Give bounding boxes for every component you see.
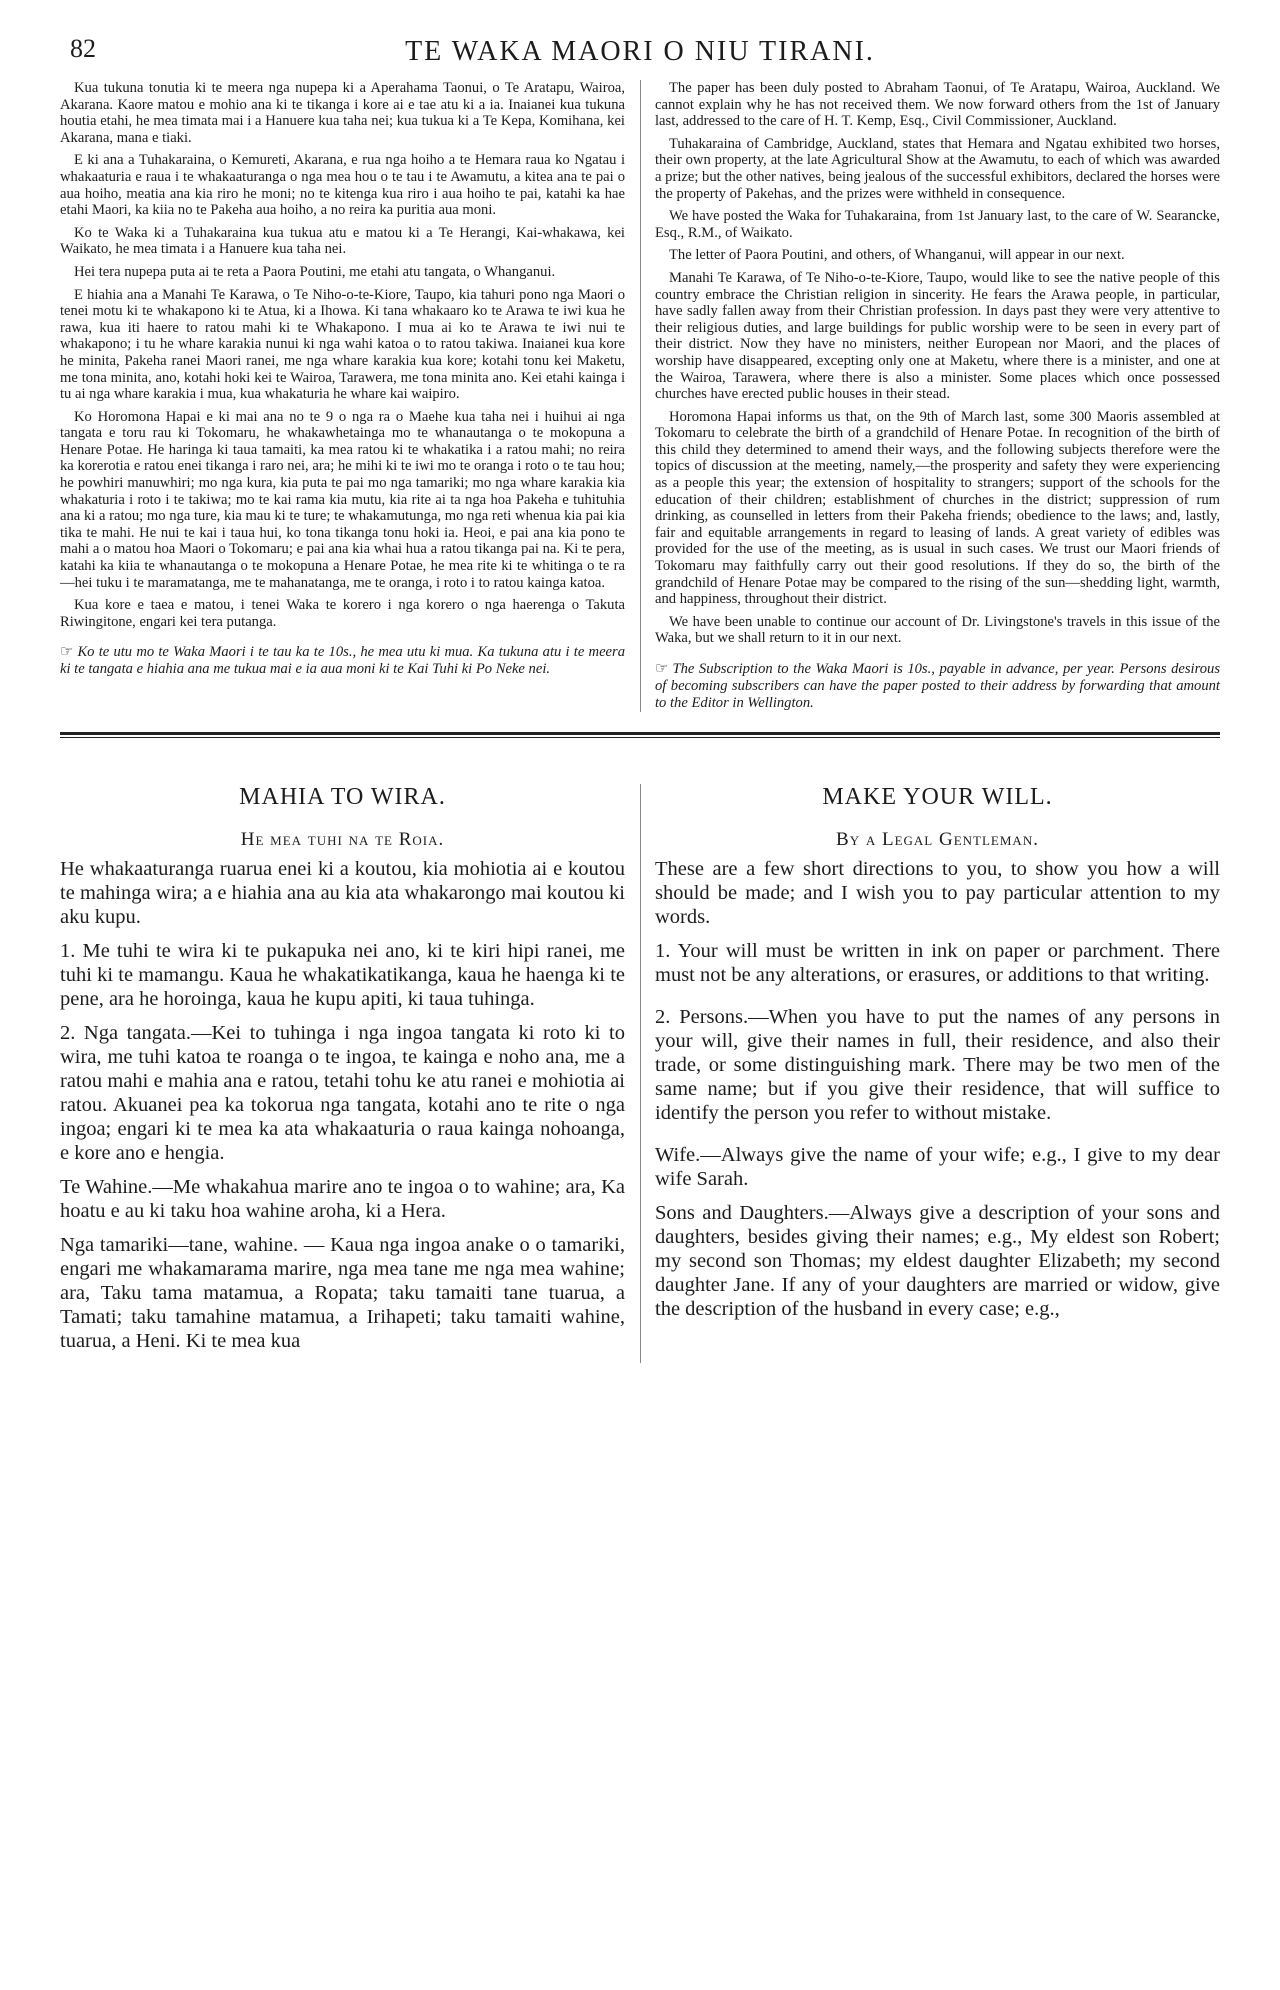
- mahia-tamariki: Nga tamariki—tane, wahine. — Kaua nga ingoa anake o o tamariki, engari me whakamarama marire, nga mea tane me nga mea wahine; ara, Taku tama matamua, a Ropata; taku tamaiti tane tuarua, a Tamati; taku tamahine matamua, a Irihapeti; taku tamaiti wahine, tuarua, a Heni. Ki te mea kua: [60, 1234, 625, 1352]
- pointing-hand-icon: ☞: [655, 661, 669, 677]
- newspaper-page: [60, 22, 1220, 1363]
- page-number: 82: [70, 34, 96, 63]
- maori-paragraph: E ki ana a Tuhakaraina, o Kemureti, Akarana, e rua nga hoiho a te Hemara raua ko Ngatau i whakaaturia e raua i te whakaaturanga o nga mea hou o te tau i te Awamutu, a kitea ana te pai o aua hoiho, meatia ana kia riro he moni; no te kitenga kua riro i aua hoiho te pai, katahi ka hae etahi Maori, ka kiia no te Pakeha aua hoiho, a no reira ka puritia aua moni.: [60, 152, 625, 219]
- english-paragraph: We have been unable to continue our account of Dr. Livingstone's travels in this issue of the Waka, but we shall return to it in our next.: [655, 613, 1220, 647]
- maori-paragraph: Kua tukuna tonutia ki te meera nga nupepa ki a Aperahama Taonui, o Te Aratapu, Wairoa, Akarana. Kaore matou e mohio ana ki te tikanga i kore ai e tae atu ki a ia. Inaianei kua tukuna houtia etahi, he mea timata mai i a Hanuere kua taha nei; kua tukua ki a Te Kepa, Komihana, kei Akarana, mana e tiaki.: [60, 80, 625, 146]
- articles-section: [60, 784, 1220, 1363]
- section-divider: [60, 732, 1220, 738]
- maori-subscription-notice: [60, 644, 625, 678]
- mahia-subtitle: He mea tuhi na te Roia.: [240, 829, 445, 850]
- maori-paragraph: Ko Horomona Hapai e ki mai ana no te 9 o nga ra o Maehe kua taha nei i huihui ai nga tangata e toru rau ki Tokomaru, he whakawhetainga mo te whanautanga o te mokopuna a Henare Potae. He haringa ki taua tamaiti, ka mea ratou ki te whakatika i a ratou mahi; no reira ka korerotia e ratou enei tikanga i raro nei, ara; he mihi ki te iwi mo te oranga i roto o te tau hou; he powhiri manuwhiri; mo nga kura, kia puta te pai mo nga tamariki; mo nga whare karakia kia whakaturia i roto i te takiwa; mo te kai rama kia mutu, kia rite ai ta nga hoa Pakeha e tuhituhia ana ki a ratou; mo nga ture, kia mau ki te ture; te whakamutunga, mo nga reti whenua kia pai kia tika te mahi. He nui te kai i taua hui, ko tona tikanga tonu hoki ia. Heoi, e pai ana kia pono te mahi a o matou hoa Maori o Tokomaru; e pai ana kia whai hua a ratou tikanga pai na. Ki te pera, katahi ka kiia te whanautanga o te mokopuna a Henare Potae, he mea rite ki te whitinga o te ra—hei tuku i te maramatanga, me te mahanatanga, me te oranga, i roto i to ratou kainga katoa.: [60, 408, 625, 591]
- page-header: [60, 22, 1220, 80]
- english-paragraph: Tuhakaraina of Cambridge, Auckland, states that Hemara and Ngatau exhibited two horses, their own property, at the late Agricultural Show at the Awamutu, to each of which was awarded a prize; but the other natives, being jealous of the successful exhibitors, declared the horses were the property of Pakehas, and the prizes were withheld in consequence.: [655, 135, 1220, 202]
- will-item-1: 1. Your will must be written in ink on paper or parchment. There must not be any alterations, or erasures, or additions to that writing.: [655, 940, 1220, 986]
- newspaper-title: TE WAKA MAORI O NIU TIRANI.: [405, 36, 875, 67]
- mahia-title: MAHIA TO WIRA.: [239, 784, 446, 810]
- mahia-item-1: 1. Me tuhi te wira ki te pukapuka nei ano, ki te kiri hipi ranei, me tuhi ki te mamangu. Kaua he whakatikatikanga, kaua he haenga ki te pene, ara he horoinga, kaua he kupu apiti, ki taua tuhinga.: [60, 940, 625, 1010]
- mahia-wahine: Te Wahine.—Me whakahua marire ano te ingoa o to wahine; ara, Ka hoatu e au ki taku hoa wahine aroha, ki a Hera.: [60, 1176, 625, 1222]
- column-divider: [640, 80, 641, 712]
- maori-paragraph: E hiahia ana a Manahi Te Karawa, o Te Niho-o-te-Kiore, Taupo, kia tahuri pono nga Maori o tenei motu ki te whakapono ki te Atua, ki a Ihowa. Ki tana whakaaro ko te Arawa te iwi kua he rawa, kua iti haere to ratou mahi ki te Whakapono. I mua ai ko te Arawa te iwi nui te whakapono; i tu he whare karakia nunui ki nga wahi katoa o to ratou takiwa. Inaianei kua kore he minita, Pakeha ranei Maori ranei, me nga whare karakia kua kore; kotahi tonu kei Maketu, me tona minita, ano, kotahi hoki kei te Wairoa, Tarawera, me tona minita ano. Kei etahi kainga i tu ai nga whare karakia i mua, kua whakaturia he whare kai waipiro.: [60, 286, 625, 403]
- will-item-2: 2. Persons.—When you have to put the names of any persons in your will, give their names in full, their residence, and also their trade, or some distinguishing mark. There may be two men of the same name; but if you give their residence, that will suffice to identify the person you refer to without mistake.: [655, 1006, 1220, 1124]
- maori-paragraph: Kua kore e taea e matou, i tenei Waka te korero i nga korero o nga haerenga o Takuta Riwingitone, engari kei tera putanga.: [60, 597, 625, 630]
- will-article: [655, 784, 1220, 1363]
- english-subscription-notice: [655, 661, 1220, 712]
- news-section: [60, 80, 1220, 712]
- mahia-item-2: 2. Nga tangata.—Kei to tuhinga i nga ingoa tangata ki roto ki to wira, me tuhi katoa te roanga o te ingoa, te kainga e noho ana, me a ratou mahi e mahia ana e ratou, tetahi tohu ke atu ranei e mohiotia ai ratou. Akuanei pea ka tokorua nga tangata, kotahi ano te rite o nga ingoa; engari ki te mea ka ata whakaaturia o raua kainga nohoanga, e kore ano e hengia.: [60, 1022, 625, 1164]
- maori-column: [60, 80, 625, 712]
- english-notice-text: The Subscription to the Waka Maori is 10s., payable in advance, per year. Persons desirous of becoming subscribers can have the paper posted to their address by forwarding that amount to the Editor in Wellington.: [655, 661, 1220, 711]
- will-wife: Wife.—Always give the name of your wife; e.g., I give to my dear wife Sarah.: [655, 1144, 1220, 1190]
- mahia-article: [60, 784, 625, 1363]
- maori-notice-text: Ko te utu mo te Waka Maori i te tau ka te 10s., he mea utu ki mua. Ka tukuna atu i te meera ki te tangata e hiahia ana me tukua mai e ia aua moni ki te Kai Tuhi ki Po Neke nei.: [60, 644, 625, 678]
- maori-paragraph: Ko te Waka ki a Tuhakaraina kua tukua atu e matou ki a Te Herangi, Kai-whakawa, kei Waikato, he mea timata i a Hanuere kua taha nei.: [60, 224, 625, 258]
- english-paragraph: We have posted the Waka for Tuhakaraina, from 1st January last, to the care of W. Searancke, Esq., R.M., of Waikato.: [655, 208, 1220, 241]
- english-paragraph: The letter of Paora Poutini, and others, of Whanganui, will appear in our next.: [669, 247, 1125, 264]
- will-sons-daughters: Sons and Daughters.—Always give a description of your sons and daughters, besides giving their names; e.g., My eldest son Robert; my second son Thomas; my eldest daughter Elizabeth; my second daughter Jane. If any of your daughters are married or widow, give the description of the husband in every case; e.g.,: [655, 1202, 1220, 1320]
- english-paragraph: Horomona Hapai informs us that, on the 9th of March last, some 300 Maoris assembled at Tokomaru to celebrate the birth of a grandchild of Henare Potae. In recognition of the birth of this child they determined to amend their ways, and the following subjects therefore were the topics of discussion at the meeting, namely,—the prosperity and safety they were experiencing as a people this year; the extension of hospitality to strangers; support of the schools for the education of their children; establishment of churches in the district; suppression of rum drinking, as counselled in letters from their Pakeha friends; obedience to the laws; and, lastly, fair and equitable arrangements in regard to leasing of lands. A great variety of edibles was provided for the use of the meeting, as is usual in such cases. We trust our Maori friends of Tokomaru may faithfully carry out their good resolutions. If they do so, the birth of the grandchild of Henare Potae may be compared to the rising of the sun—shedding light, warmth, and happiness, throughout their district.: [655, 408, 1220, 608]
- pointing-hand-icon: ☞: [60, 644, 74, 661]
- english-paragraph: Manahi Te Karawa, of Te Niho-o-te-Kiore, Taupo, would like to see the native people of this country embrace the Christian religion in sincerity. He fears the Arawa people, in particular, have sadly fallen away from their Christian profession. In days past they were very attentive to their religious duties, and large buildings for public worship were to be seen in every part of their district. Now they have no ministers, neither European nor Maori, and the places of worship have disappeared, excepting only one at Maketu, where there is a minister, and one at the Wairoa, Tarawera, where there is also a minister. Some places which once possessed churches have erected public houses in their stead.: [655, 269, 1220, 403]
- mahia-intro: He whakaaturanga ruarua enei ki a koutou, kia mohiotia ai e koutou te mahinga wira; a e hiahia ana au kia ata whakarongo mai koutou ki aku kupu.: [60, 858, 625, 928]
- english-column: [655, 80, 1220, 712]
- will-subtitle: By a Legal Gentleman.: [836, 829, 1039, 850]
- will-title: MAKE YOUR WILL.: [822, 784, 1053, 810]
- maori-paragraph: Hei tera nupepa puta ai te reta a Paora Poutini, me etahi atu tangata, o Whanganui.: [74, 263, 556, 280]
- english-paragraph: The paper has been duly posted to Abraham Taonui, of Te Aratapu, Wairoa, Auckland. We cannot explain why he has not received them. We now forward others from the 1st of January last, addressed to the care of H. T. Kemp, Esq., Civil Commissioner, Auckland.: [655, 80, 1220, 130]
- will-intro: These are a few short directions to you, to show you how a will should be made; and I wish you to pay particular attention to my words.: [655, 858, 1220, 928]
- column-divider: [640, 784, 641, 1363]
